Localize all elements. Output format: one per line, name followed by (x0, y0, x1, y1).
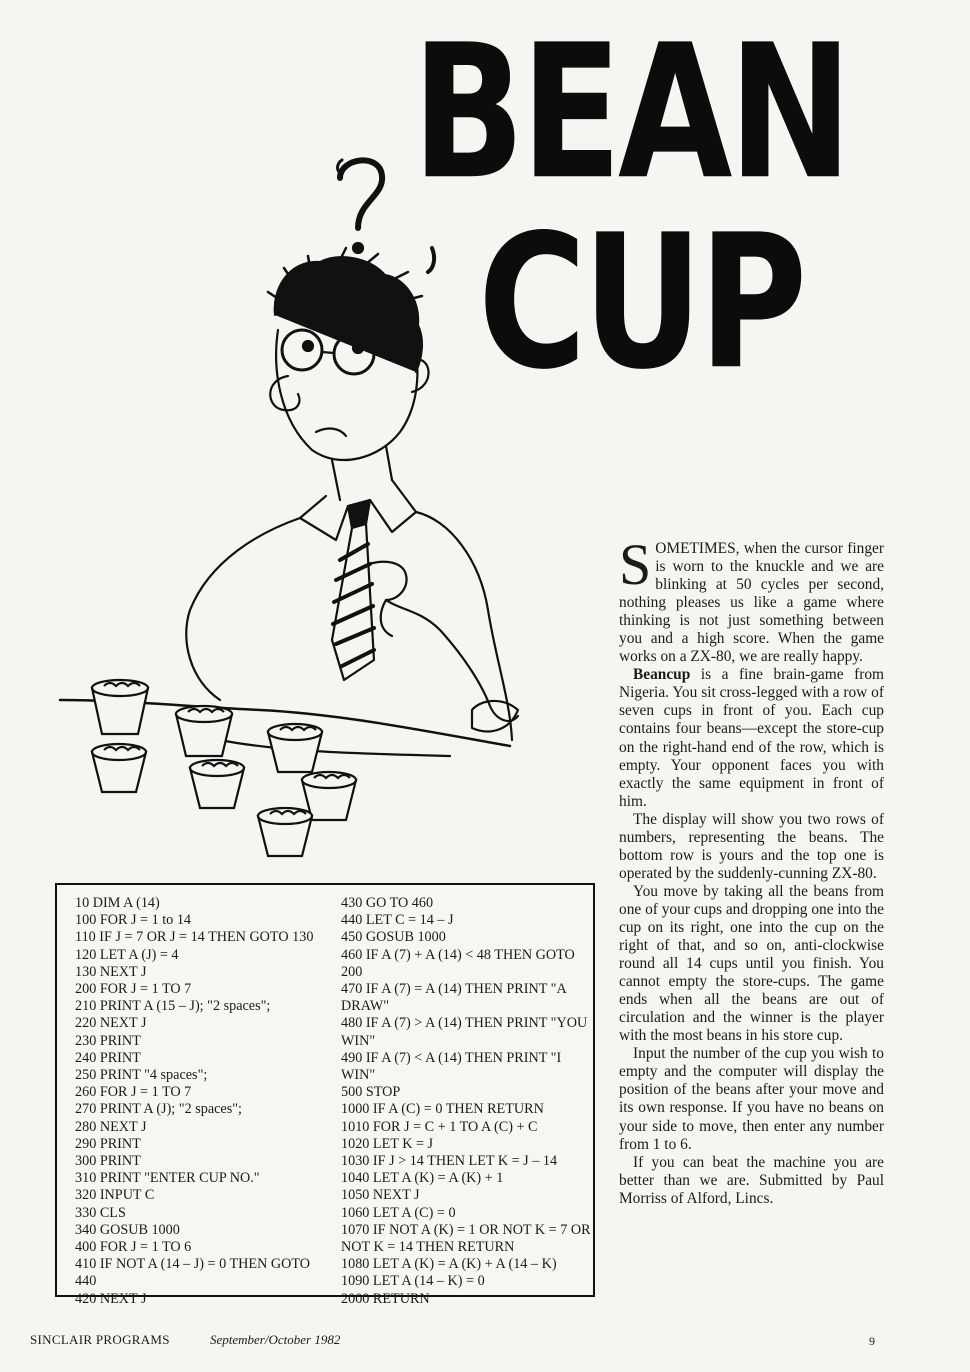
code-line: 200 FOR J = 1 TO 7 (75, 981, 192, 998)
question-mark-icon (340, 160, 382, 228)
code-line: 1080 LET A (K) = A (K) + A (14 – K) (341, 1256, 557, 1273)
code-line: 120 LET A (J) = 4 (75, 946, 179, 963)
footer-issue-date: September/October 1982 (210, 1332, 341, 1347)
page-number: 9 (869, 1334, 875, 1348)
code-line: 420 NEXT J (75, 1290, 147, 1307)
code-line: 460 IF A (7) + A (14) < 48 THEN GOTO 200 (341, 946, 579, 980)
code-line: 130 NEXT J (75, 963, 147, 980)
article-paragraph: If you can beat the machine you are better than we are. Submitted by Paul Morriss of Alford, Lincs. (619, 1153, 884, 1207)
footer-magazine-name: SINCLAIR PROGRAMS (30, 1332, 170, 1347)
cup-icon (176, 706, 232, 756)
code-line: 290 PRINT (75, 1135, 141, 1152)
bean-cups (92, 680, 356, 856)
game-name: Beancup (633, 666, 691, 684)
code-line: 260 FOR J = 1 TO 7 (75, 1084, 192, 1101)
code-line: 250 PRINT "4 spaces"; (75, 1067, 208, 1084)
code-line: 340 GOSUB 1000 (75, 1221, 180, 1238)
code-line: 1050 NEXT J (341, 1187, 420, 1204)
code-line: 470 IF A (7) = A (14) THEN PRINT "A DRAW" (341, 981, 570, 1015)
code-line: 490 IF A (7) < A (14) THEN PRINT "I WIN" (341, 1049, 565, 1084)
paragraph-text: OMETIMES, when the cursor finger is worn to the knuckle and we are blinking at 50 cycles per second, nothing pleases us like a game where thinking is not just something between you and a high score. When the game works on a ZX-80, we are really happy. (619, 540, 884, 666)
code-line: 110 IF J = 7 OR J = 14 THEN GOTO 130 (75, 929, 314, 946)
code-line: 210 PRINT A (15 – J); "2 spaces"; (75, 998, 271, 1015)
cup-icon (268, 724, 322, 772)
cartoon-illustration (40, 140, 600, 880)
code-line: 240 PRINT (75, 1049, 141, 1066)
code-line: 1040 LET A (K) = A (K) + 1 (341, 1170, 504, 1187)
listing-column-right (341, 895, 595, 1308)
code-line: 400 FOR J = 1 TO 6 (75, 1239, 192, 1256)
code-line: 270 PRINT A (J); "2 spaces"; (75, 1101, 242, 1118)
article-paragraph: The display will show you two rows of numbers, representing the beans. The bottom row is yours and the top one is operated by the suddenly-cunning ZX-80. (619, 810, 884, 882)
cup-icon (190, 760, 244, 808)
cup-icon (258, 808, 312, 856)
title-cup: CUP (478, 195, 804, 410)
code-line: 220 NEXT J (75, 1015, 147, 1032)
cup-icon (92, 680, 148, 734)
code-line: 1020 LET K = J (341, 1135, 434, 1152)
code-line: 1060 LET A (C) = 0 (341, 1204, 456, 1221)
code-line: 1030 IF J > 14 THEN LET K = J – 14 (341, 1153, 558, 1170)
code-line: 440 LET C = 14 – J (341, 912, 454, 929)
listing-column-left (75, 895, 330, 1308)
article-body (619, 532, 885, 1208)
article-paragraph: You move by taking all the beans from one of your cups and dropping one into the cup on its right, one into the cup on the right of that, and so on, anti-clockwise round all 14 cups until you finish. You cannot empty the store-cups. The game ends when all the beans are out of circulation and the winner is the player with the most beans in his store cup. (619, 882, 885, 1045)
code-line: 320 INPUT C (75, 1187, 155, 1204)
code-line: 1000 IF A (C) = 0 THEN RETURN (341, 1101, 544, 1118)
cup-icon (92, 744, 146, 792)
code-line: 230 PRINT (75, 1032, 141, 1049)
code-line: 430 GO TO 460 (341, 895, 434, 911)
article-paragraph: Input the number of the cup you wish to empty and the computer will display the position of the beans after your move and its own response. If you have no beans on your side to move, then enter any number from 1 to 6. (619, 1045, 884, 1153)
code-line: 410 IF NOT A (14 – J) = 0 THEN GOTO 440 (75, 1256, 314, 1290)
code-line: 1090 LET A (14 – K) = 0 (341, 1273, 485, 1290)
code-line: 280 NEXT J (75, 1118, 147, 1135)
title-bean: BEAN (412, 5, 849, 220)
code-line: 500 STOP (341, 1084, 401, 1101)
code-line: 2000 RETURN (341, 1290, 430, 1307)
code-line: 480 IF A (7) > A (14) THEN PRINT "YOU WIN" (341, 1015, 591, 1049)
drop-cap: S (619, 532, 652, 597)
code-line: 300 PRINT (75, 1153, 141, 1170)
code-line: 100 FOR J = 1 to 14 (75, 912, 192, 929)
code-line: 330 CLS (75, 1204, 126, 1221)
code-line: 1070 IF NOT A (K) = 1 OR NOT K = 7 OR NOT K = 14 THEN RETURN (341, 1221, 595, 1256)
article-paragraph (619, 532, 884, 666)
code-line: 310 PRINT "ENTER CUP NO." (75, 1170, 260, 1187)
paragraph-text: is a fine brain-game from Nigeria. You sit cross-legged with a row of seven cups in front of you. Each cup contains four beans—except the store-cup on the right-hand end of the row, which is empty. Your opponent faces you with exactly the same equipment in front of him. (619, 666, 884, 810)
code-line: 450 GOSUB 1000 (341, 929, 446, 946)
code-line: 1010 FOR J = C + 1 TO A (C) + C (341, 1118, 538, 1135)
article-paragraph (619, 666, 884, 810)
program-listing (55, 883, 595, 1307)
code-line: 10 DIM A (14) (75, 895, 160, 911)
